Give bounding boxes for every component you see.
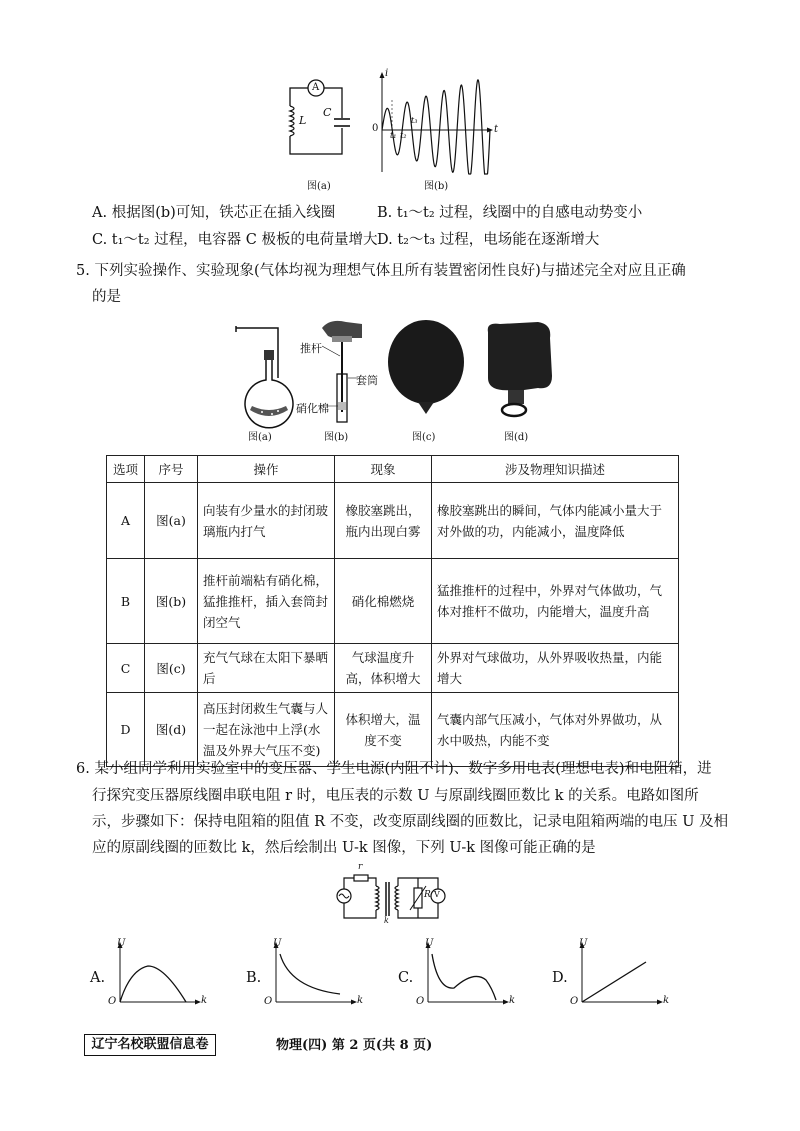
label-xiaohuamian: 硝化棉 [296, 402, 329, 415]
q6-line3: 示，步骤如下：保持电阻箱的阻值 R 不变，改变原副线圈的匝数比，记录电阻箱两端的电压 U 及相 [92, 814, 729, 830]
fig-b-caption: 图(b) [424, 181, 449, 192]
q6-line1: 6. 某小组同学利用实验室中的变压器、学生电源(内阻不计)、数字多用电表(理想电表)和电阻箱，进 [76, 761, 712, 777]
origin-O: O [264, 996, 273, 1007]
q5-table [106, 455, 679, 767]
phenomenon-cell: 硝化棉燃烧 [335, 559, 432, 644]
operation-cell: 向装有少量水的封闭玻璃瓶内打气 [198, 483, 335, 559]
footer-brand: 辽宁名校联盟信息卷 [84, 1034, 216, 1056]
axis-U: U [579, 938, 588, 949]
q4-option-a: A. 根据图(b)可知，铁芯正在插入线圈 [92, 205, 336, 221]
uk-graph [574, 940, 674, 1006]
figure-cell: 图(b) [145, 559, 198, 644]
operation-cell: 高压封闭救生气囊与人一起在泳池中上浮(水温及外界大气压不变) [198, 693, 335, 767]
t3-label: t₃ [411, 116, 418, 125]
option-cell: C [107, 644, 145, 693]
q5-stem-line1: 5. 下列实验操作、实验现象(气体均视为理想气体且所有装置密闭性良好)与描述完全对应且正确 [76, 263, 686, 279]
table-row [107, 559, 679, 644]
axis-k: k [509, 995, 516, 1006]
q6-line2: 行探究变压器原线圈串联电阻 r 时，电压表的示数 U 与原副线圈匝数比 k 的关系。电路如图所 [92, 788, 699, 804]
option-cell: B [107, 559, 145, 644]
description-cell: 外界对气球做功，从外界吸收热量，内能增大 [432, 644, 679, 693]
axis-t-label: t [494, 124, 499, 135]
table-header: 操作 [198, 456, 335, 483]
table-row [107, 483, 679, 559]
table-header: 选项 [107, 456, 145, 483]
q4-option-c: C. t₁～t₂ 过程，电容器 C 极板的电荷量增大 [92, 232, 378, 248]
t1-label: t₁ [390, 131, 397, 140]
ammeter-label: A [312, 82, 320, 93]
table-header: 涉及物理知识描述 [432, 456, 679, 483]
circuit-r-label: r [358, 862, 363, 872]
table-row [107, 644, 679, 693]
q6-line4: 应的原副线圈的匝数比 k，然后绘制出 U-k 图像，下列 U-k 图像可能正确的是 [92, 840, 596, 856]
figure-cell: 图(a) [145, 483, 198, 559]
label-taotong: 套筒 [356, 374, 378, 387]
q5-fig-c: 图(c) [412, 432, 436, 443]
q5-fig-b: 图(b) [324, 432, 349, 443]
table-header: 现象 [335, 456, 432, 483]
uk-graph [420, 940, 520, 1006]
circuit-R-label: R [424, 890, 431, 900]
flask-figure [228, 318, 298, 426]
figure-cell: 图(c) [145, 644, 198, 693]
description-cell: 橡胶塞跳出的瞬间，气体内能减小量大于对外做的功，内能减小，温度降低 [432, 483, 679, 559]
option-cell: A [107, 483, 145, 559]
label-tuigan: 推杆 [300, 342, 322, 355]
q4-option-d: D. t₂～t₃ 过程，电场能在逐渐增大 [377, 232, 600, 248]
circuit-k-label: k [384, 916, 389, 925]
origin-O: O [570, 996, 579, 1007]
uk-graph [268, 940, 368, 1006]
axis-k: k [663, 995, 670, 1006]
uk-graph [112, 940, 212, 1006]
q5-fig-a: 图(a) [248, 432, 272, 443]
option-cell: D [107, 693, 145, 767]
footer-page-info: 物理(四) 第 2 页(共 8 页) [276, 1038, 433, 1053]
operation-cell: 推杆前端粘有硝化棉，猛推推杆，插入套筒封闭空气 [198, 559, 335, 644]
graph-label: D. [552, 970, 568, 986]
table-row [107, 693, 679, 767]
graph-label: B. [246, 970, 262, 986]
axis-U: U [273, 938, 282, 949]
q5-fig-d: 图(d) [504, 432, 529, 443]
description-cell: 气囊内部气压减小，气体对外界做功，从水中吸热，内能不变 [432, 693, 679, 767]
axis-U: U [425, 938, 434, 949]
origin-O: O [416, 996, 425, 1007]
axis-i-label: i [385, 68, 389, 79]
axis-k: k [201, 995, 208, 1006]
fig-a-caption: 图(a) [307, 181, 331, 192]
operation-cell: 充气气球在太阳下暴晒后 [198, 644, 335, 693]
table-header: 序号 [145, 456, 198, 483]
origin-O: O [108, 996, 117, 1007]
graph-label: C. [398, 970, 414, 986]
phenomenon-cell: 橡胶塞跳出，瓶内出现白雾 [335, 483, 432, 559]
lc-circuit-figure [280, 70, 360, 165]
q4-option-b: B. t₁～t₂ 过程，线圈中的自感电动势变小 [377, 205, 643, 221]
figure-cell: 图(d) [145, 693, 198, 767]
description-cell: 猛推推杆的过程中，外界对气体做功，气体对推杆不做功，内能增大，温度升高 [432, 559, 679, 644]
inductor-label: L [299, 114, 307, 127]
capacitor-label: C [323, 106, 332, 119]
q5-stem-line2: 的是 [92, 289, 121, 305]
axis-U: U [117, 938, 126, 949]
phenomenon-cell: 气球温度升高，体积增大 [335, 644, 432, 693]
balloon-figure [386, 318, 466, 422]
table-header-row [107, 456, 679, 483]
circuit-V-label: V [434, 890, 440, 899]
graph-label: A. [90, 970, 106, 986]
origin-label: 0 [372, 123, 379, 134]
phenomenon-cell: 体积增大，温度不变 [335, 693, 432, 767]
oscillation-graph [372, 70, 502, 180]
axis-k: k [357, 995, 364, 1006]
t2-label: t₂ [400, 131, 407, 140]
airbag-figure [478, 316, 558, 426]
